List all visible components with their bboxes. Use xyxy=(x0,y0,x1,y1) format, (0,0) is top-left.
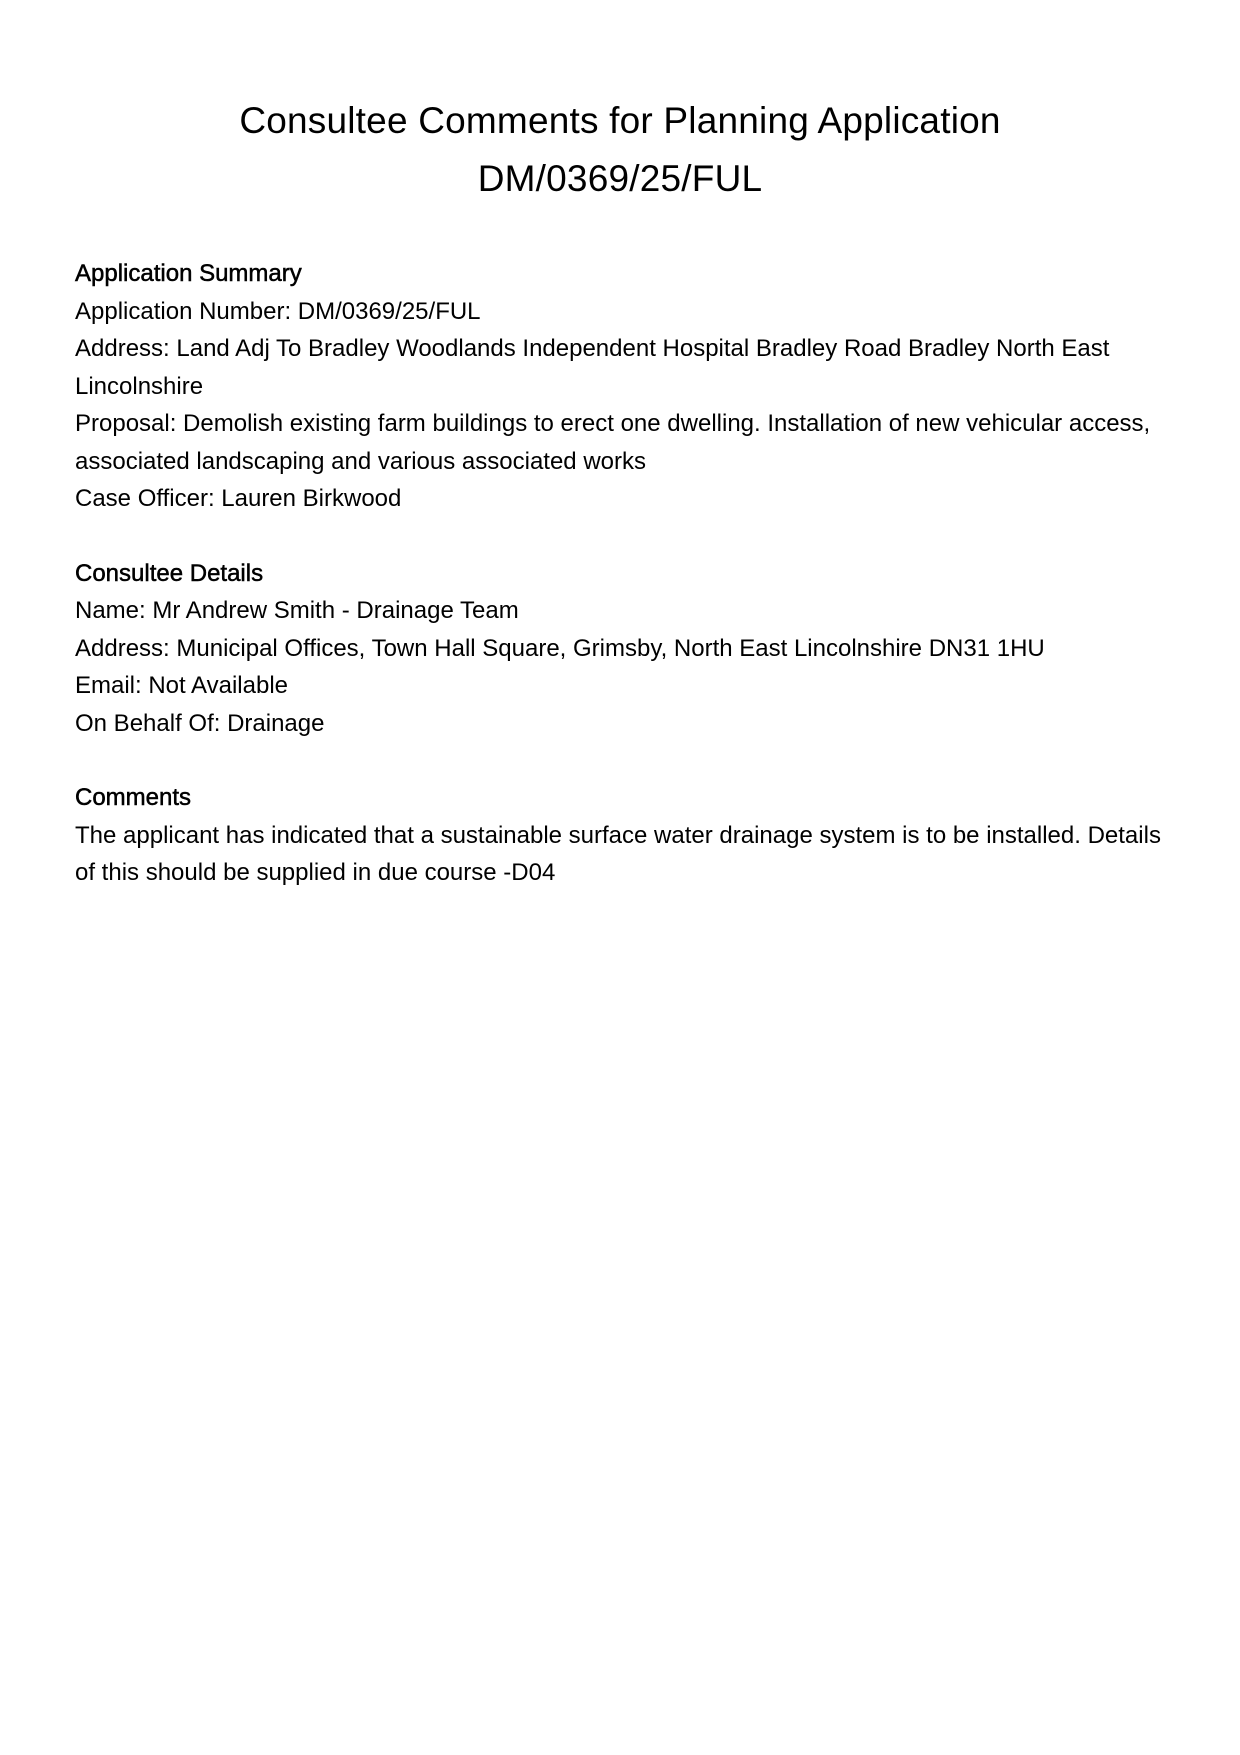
comments-heading: Comments xyxy=(75,784,192,811)
application-summary-heading: Application Summary xyxy=(75,260,302,287)
consultee-name: Name: Mr Andrew Smith - Drainage Team xyxy=(75,597,519,624)
application-summary-section xyxy=(75,255,1175,518)
document-body xyxy=(75,255,1175,929)
application-address: Address: Land Adj To Bradley Woodlands Independent Hospital Bradley Road Bradley North East Lincolnshire xyxy=(75,335,1110,400)
consultee-details-section xyxy=(75,555,1175,743)
page-title-application-ref: DM/0369/25/FUL xyxy=(477,158,763,199)
page-title-line-1: Consultee Comments for Planning Application xyxy=(239,100,1001,141)
application-proposal: Proposal: Demolish existing farm buildings to erect one dwelling. Installation of new vehicular access, associated landscaping and various associated works xyxy=(75,410,1151,475)
page-title xyxy=(0,92,1240,208)
application-number: Application Number: DM/0369/25/FUL xyxy=(75,297,481,325)
comments-section xyxy=(75,779,1175,892)
consultee-details-heading: Consultee Details xyxy=(75,559,264,587)
case-officer: Case Officer: Lauren Birkwood xyxy=(75,485,402,512)
consultee-address: Address: Municipal Offices, Town Hall Square, Grimsby, North East Lincolnshire DN31 1HU xyxy=(75,634,1045,662)
comment-text: The applicant has indicated that a sustainable surface water drainage system is to be installed. Details of this should be supplied in due course -D04 xyxy=(75,821,1161,886)
consultee-email: Email: Not Available xyxy=(75,672,288,699)
consultee-on-behalf-of: On Behalf Of: Drainage xyxy=(75,709,325,737)
